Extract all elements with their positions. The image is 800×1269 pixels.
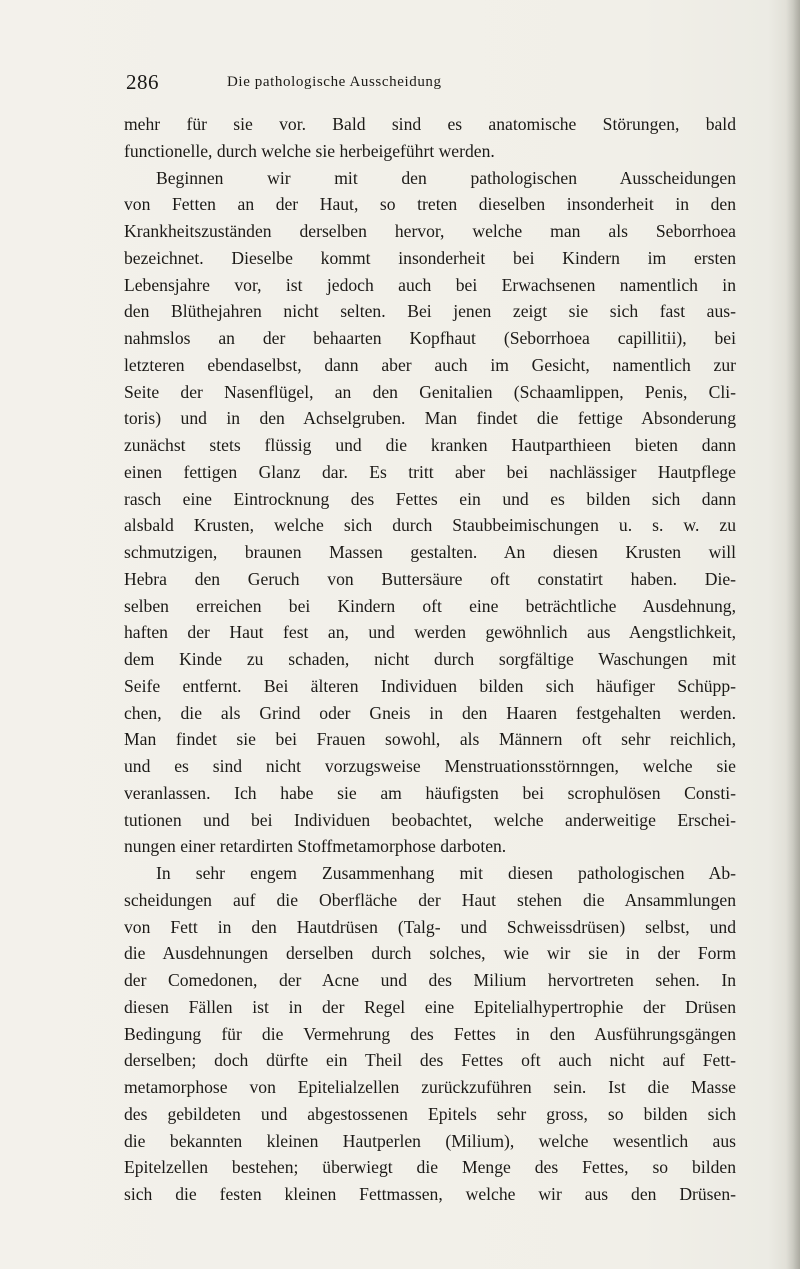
body-text [124, 111, 736, 1208]
text-line: Seife entfernt. Bei älteren Individuen bilden sich häufiger Schüpp- [124, 675, 736, 696]
text-line: mehr für sie vor. Bald sind es anatomische Störungen, bald [124, 114, 736, 134]
text-line: veranlassen. Ich habe sie am häufigsten bei scrophulösen Consti- [124, 782, 736, 803]
text-line: Hebra den Geruch von Buttersäure oft constatirt haben. Die- [124, 568, 736, 589]
text-line: von Fett in den Hautdrüsen (Talg- und Schweissdrüsen) selbst, und [124, 916, 736, 937]
text-line: Man findet sie bei Frauen sowohl, als Männern oft sehr reichlich, [124, 729, 736, 750]
text-line: functionelle, durch welche sie herbeigeführt werden. [124, 140, 495, 161]
text-line: toris) und in den Achselgruben. Man findet die fettige Absonderung [124, 408, 736, 429]
text-line: Krankheitszuständen derselben hervor, welche man als Seborrhoea [124, 221, 736, 241]
text-line: Lebensjahre vor, ist jedoch auch bei Erwachsenen namentlich in [124, 274, 736, 295]
text-line: sich die festen kleinen Fettmassen, welche wir aus den Drüsen- [124, 1184, 736, 1204]
text-line: scheidungen auf die Oberfläche der Haut stehen die Ansammlungen [124, 889, 736, 910]
text-line: metamorphose von Epitelialzellen zurückzuführen sein. Ist die Masse [124, 1077, 736, 1097]
text-line: einen fettigen Glanz dar. Es tritt aber bei nachlässiger Hautpflege [124, 461, 736, 482]
text-line: bezeichnet. Dieselbe kommt insonderheit bei Kindern im ersten [124, 247, 736, 268]
text-line: schmutzigen, braunen Massen gestalten. An diesen Krusten will [124, 542, 736, 562]
text-line: rasch eine Eintrocknung des Fettes ein und es bilden sich dann [124, 488, 736, 509]
text-line: chen, die als Grind oder Gneis in den Haaren festgehalten werden. [124, 702, 736, 723]
text-line: tutionen und bei Individuen beobachtet, welche anderweitige Erschei- [124, 809, 736, 830]
page-number: 286 [126, 70, 159, 94]
page-edge-shadow [786, 0, 800, 1269]
text-line: die Ausdehnungen derselben durch solches, wie wir sie in der Form [124, 943, 736, 964]
text-line: und es sind nicht vorzugsweise Menstruationsstörnngen, welche sie [124, 756, 736, 776]
paragraph-start-line: Beginnen wir mit den pathologischen Ausscheidungen [156, 167, 736, 188]
text-line: Epitelzellen bestehen; überwiegt die Menge des Fettes, so bilden [124, 1157, 736, 1178]
text-line: der Comedonen, der Acne und des Milium hervortreten sehen. In [124, 970, 736, 990]
text-line: diesen Fällen ist in der Regel eine Epitelialhypertrophie der Drüsen [124, 996, 736, 1017]
paragraph-start-line: In sehr engem Zusammenhang mit diesen pathologischen Ab- [156, 863, 736, 883]
text-line: haften der Haut fest an, und werden gewöhnlich aus Aengstlichkeit, [124, 622, 736, 643]
text-line: derselben; doch dürfte ein Theil des Fettes oft auch nicht auf Fett- [124, 1050, 736, 1071]
text-line: Seite der Nasenflügel, an den Genitalien (Schaamlippen, Penis, Cli- [124, 381, 736, 402]
text-line: selben erreichen bei Kindern oft eine beträchtliche Ausdehnung, [124, 595, 736, 616]
text-line: den Blüthejahren nicht selten. Bei jenen zeigt sie sich fast aus- [124, 301, 736, 322]
text-line: zunächst stets flüssig und die kranken Hautparthieen bieten dann [124, 435, 736, 455]
text-line: Bedingung für die Vermehrung des Fettes in den Ausführungsgängen [124, 1023, 736, 1044]
text-line: des gebildeten und abgestossenen Epitels sehr gross, so bilden sich [124, 1103, 736, 1124]
text-line: die bekannten kleinen Hautperlen (Milium), welche wesentlich aus [124, 1130, 736, 1151]
text-line: dem Kinde zu schaden, nicht durch sorgfältige Waschungen mit [124, 649, 736, 669]
text-line: letzteren ebendaselbst, dann aber auch im Gesicht, namentlich zur [124, 354, 736, 375]
text-line: nahmslos an der behaarten Kopfhaut (Seborrhoea capillitii), bei [124, 328, 736, 348]
running-title: Die pathologische Ausscheidung [227, 74, 442, 90]
page-header [126, 70, 726, 100]
text-line: alsbald Krusten, welche sich durch Staubbeimischungen u. s. w. zu [124, 515, 736, 536]
text-line: von Fetten an der Haut, so treten dieselben insonderheit in den [124, 194, 736, 215]
text-line: nungen einer retardirten Stoffmetamorphose darboten. [124, 836, 507, 857]
